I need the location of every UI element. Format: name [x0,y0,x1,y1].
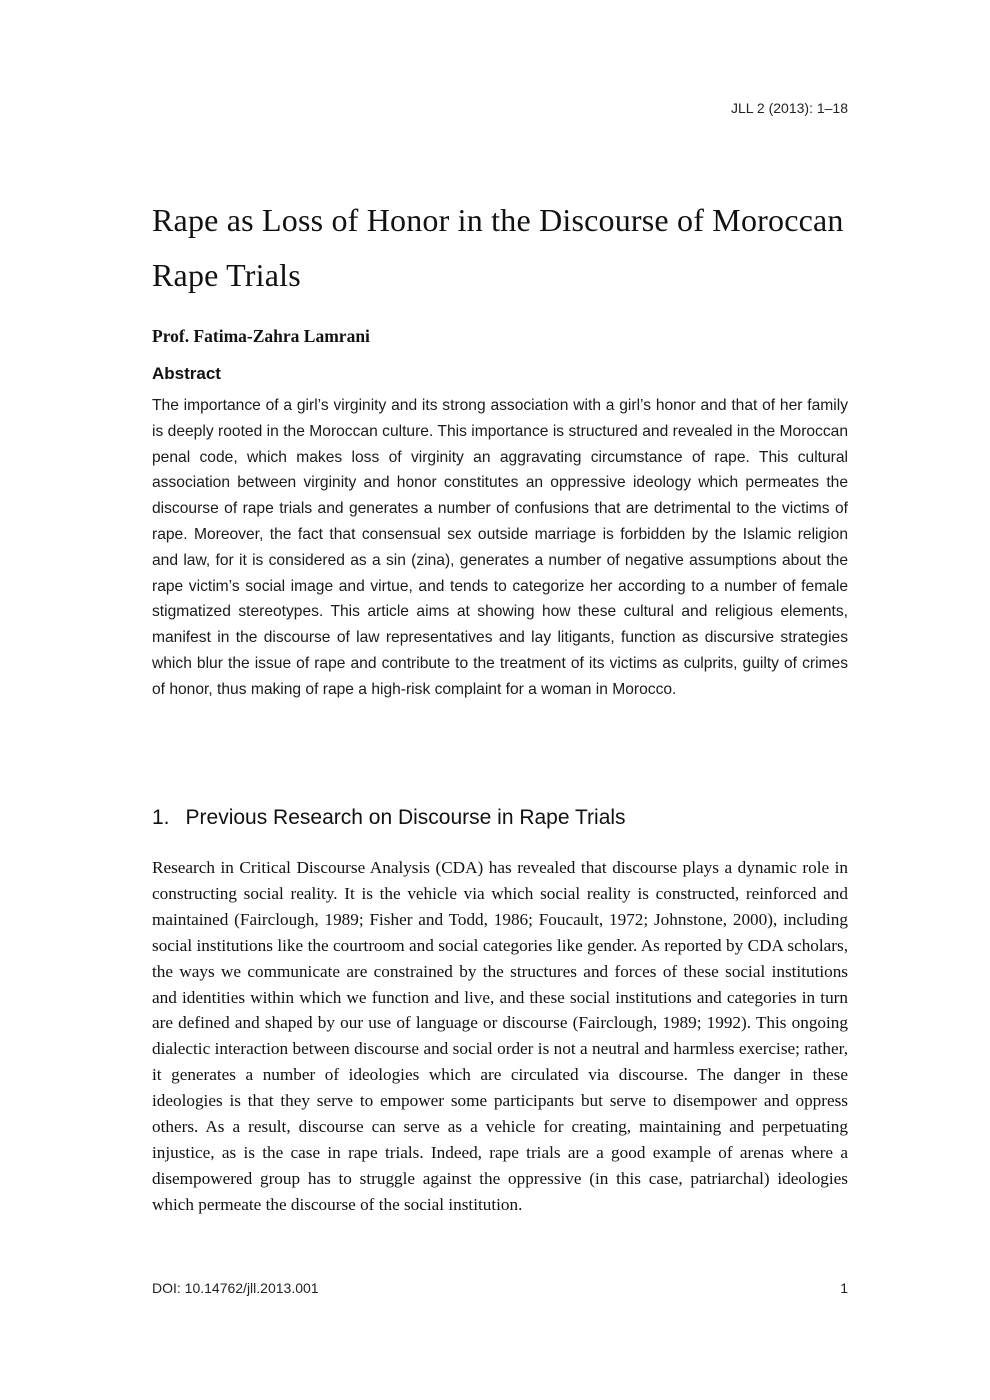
page-number: 1 [840,1280,848,1296]
section-heading [152,806,848,830]
section-title: Previous Research on Discourse in Rape Trials [185,806,626,829]
author-name: Prof. Fatima-Zahra Lamrani [152,326,370,346]
page-footer [152,1280,848,1296]
doi-text: DOI: 10.14762/jll.2013.001 [152,1280,319,1296]
running-head: JLL 2 (2013): 1–18 [730,100,848,116]
section-number: 1. [152,806,170,829]
abstract-text: The importance of a girl’s virginity and its strong association with a girl’s honor and that of her family is deeply rooted in the Moroccan culture. This importance is structured and revealed in the Moroccan penal code, which makes loss of virginity an aggravating circumstance of rape. This cultural association between virginity and honor constitutes an oppressive ideology which permeates the discourse of rape trials and generates a number of confusions that are detrimental to the victims of rape. Moreover, the fact that consensual sex outside marriage is forbidden by the Islamic religion and law, for it is considered as a sin (zina), generates a number of negative assumptions about the rape victim’s social image and virtue, and tends to categorize her according to a number of female stigmatized stereotypes. This article aims at showing how these cultural and religious elements, manifest in the discourse of law representatives and lay litigants, function as discursive strategies which blur the issue of rape and contribute to the treatment of its victims as culprits, guilty of crimes of honor, thus making of rape a high-risk complaint for a woman in Morocco. [152,397,848,698]
page-title: Rape as Loss of Honor in the Discourse of Moroccan Rape Trials [152,202,844,293]
body-paragraph: Research in Critical Discourse Analysis (CDA) has revealed that discourse plays a dynamic role in constructing social reality. It is the vehicle via which social reality is constructed, reinforced and maintained (Fairclough, 1989; Fisher and Todd, 1986; Foucault, 1972; Johnstone, 2000), including social institutions like the courtroom and social categories like gender. As reported by CDA scholars, the ways we communicate are constrained by the structures and forces of these social institutions and identities within which we function and live, and these social institutions and categories in turn are defined and shaped by our use of language or discourse (Fairclough, 1989; 1992). This ongoing dialectic interaction between discourse and social order is not a neutral and harmless exercise; rather, it generates a number of ideologies which are circulated via discourse. The danger in these ideologies is that they serve to empower some participants but serve to disempower and oppress others. As a result, discourse can serve as a vehicle for creating, maintaining and perpetuating injustice, as is the case in rape trials. Indeed, rape trials are a good example of arenas where a disempowered group has to struggle against the oppressive (in this case, patriarchal) ideologies which permeate the discourse of the social institution. [152,858,848,1214]
abstract-heading: Abstract [152,364,221,383]
